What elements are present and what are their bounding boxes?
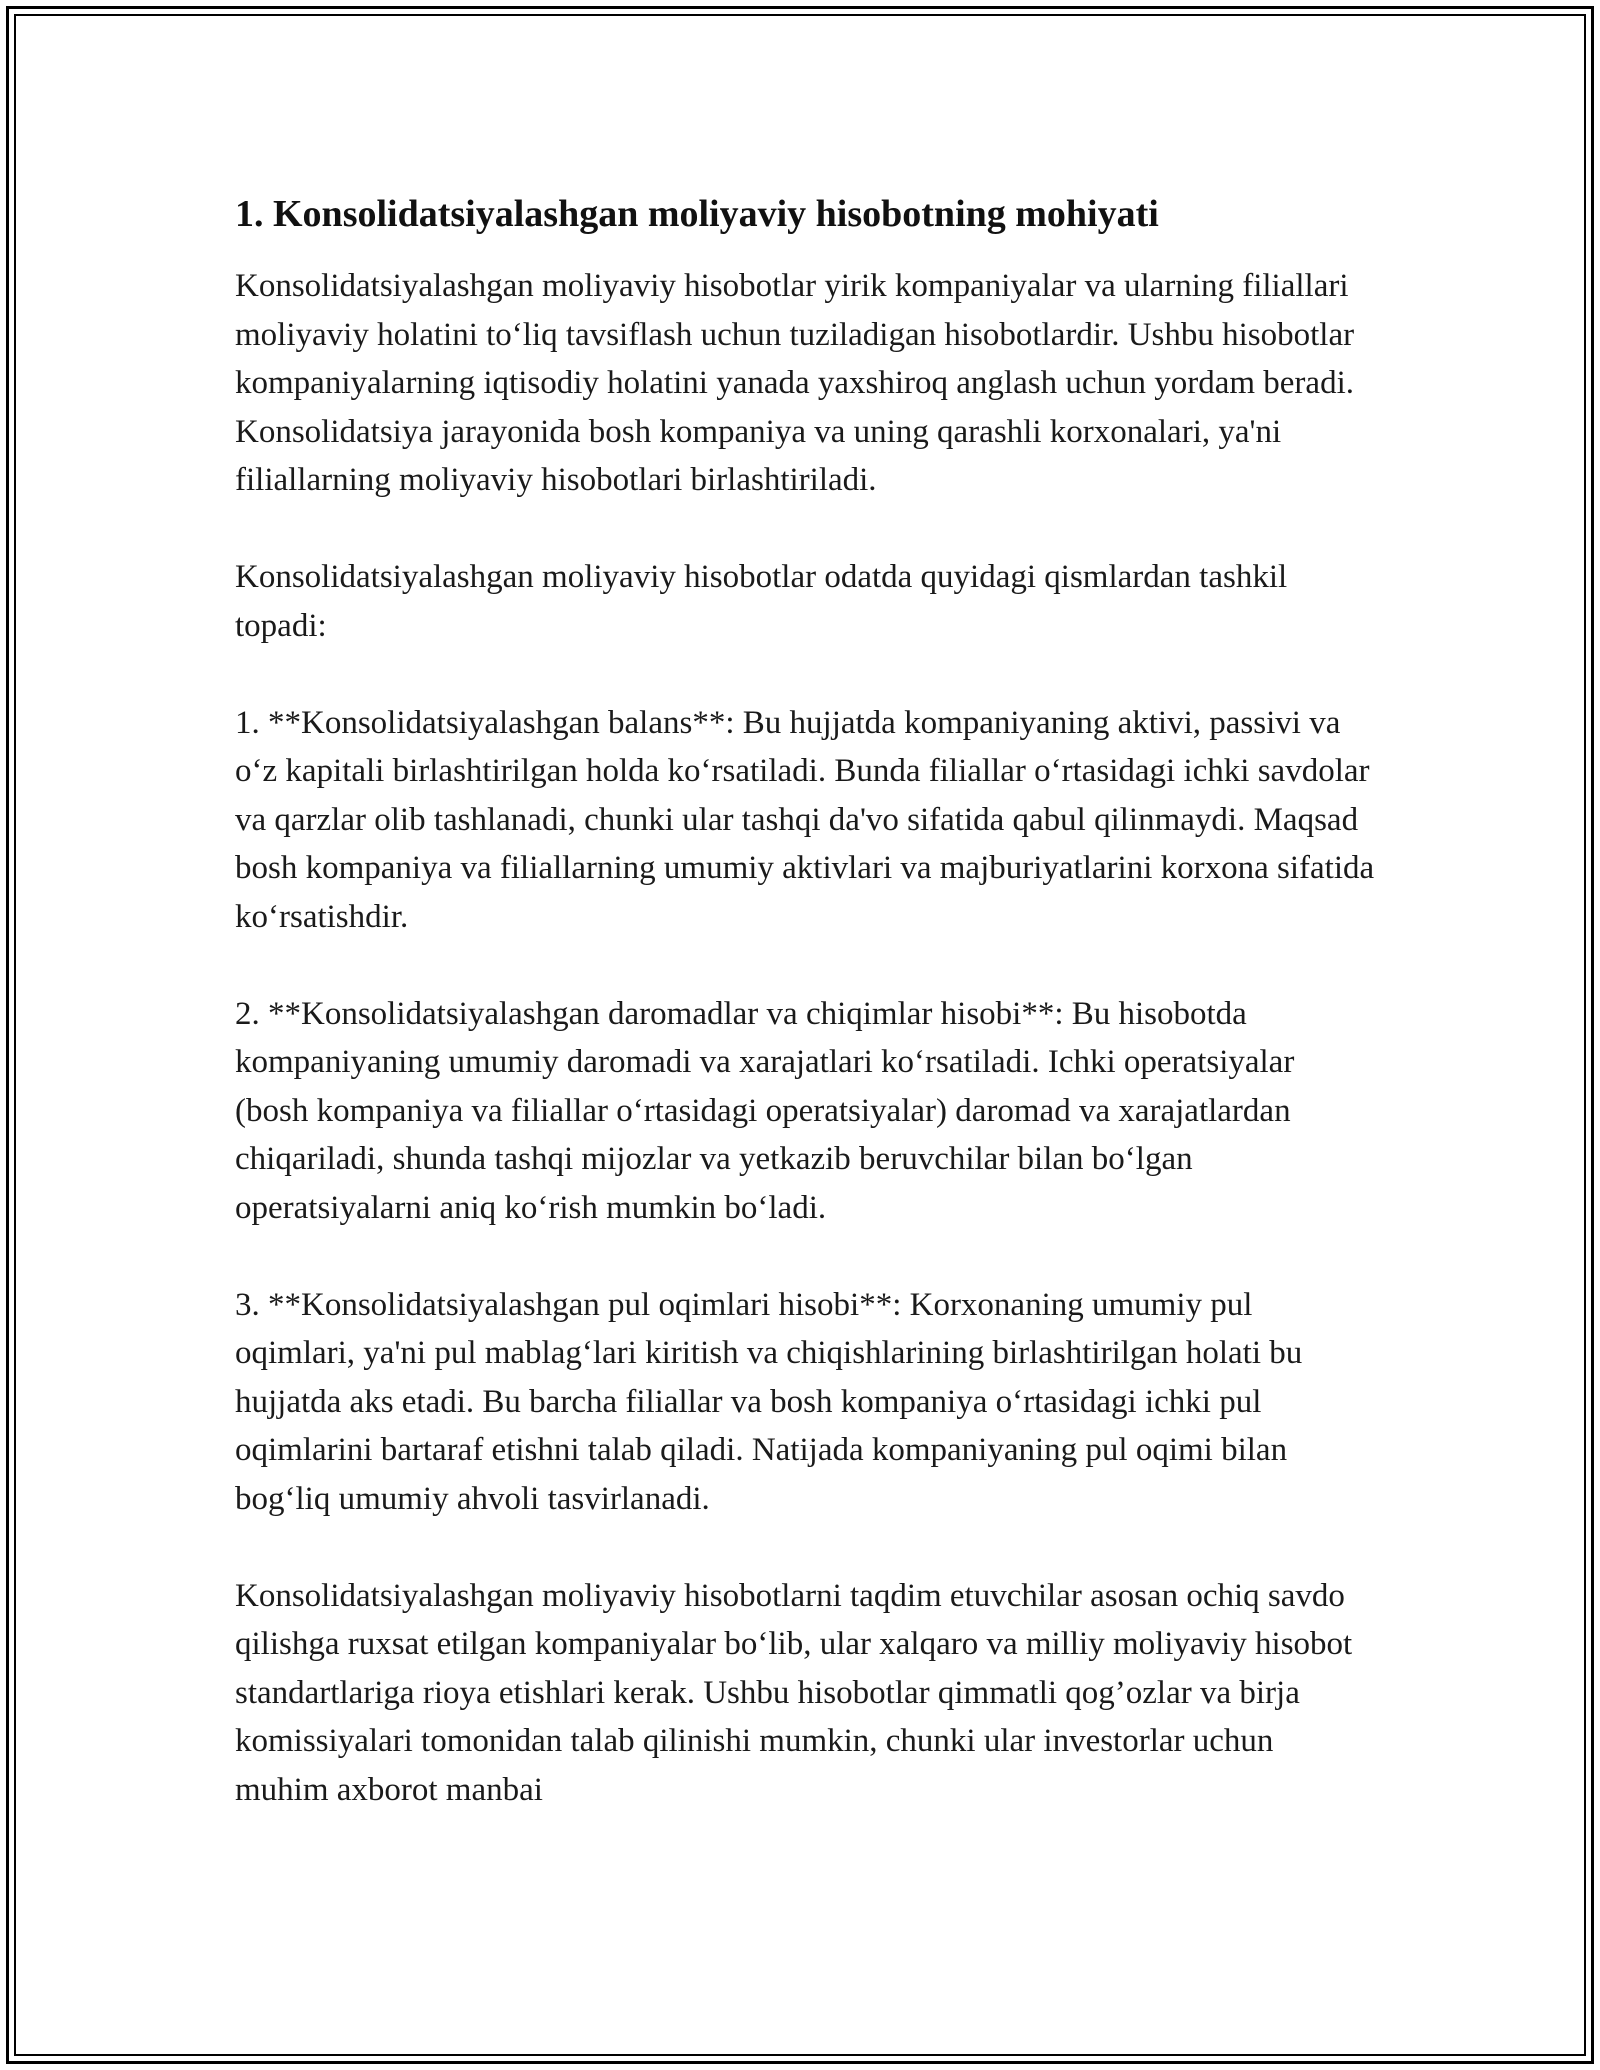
paragraph-closing: Konsolidatsiyalashgan moliyaviy hisobotlarni taqdim etuvchilar asosan ochiq savdo qilishga ruxsat etilgan kompaniyalar bo‘lib, ular xalqaro va milliy moliyaviy hisobot standartlariga rioya etishlari kerak. Ushbu hisobotlar qimmatli qog’ozlar va birja komissiyalari tomonidan talab qilinishi mumkin, chunki ular investorlar uchun muhim axborot manbai — [235, 1577, 1353, 1808]
document-body — [235, 190, 1375, 1863]
paragraph-item-income: 2. **Konsolidatsiyalashgan daromadlar va chiqimlar hisobi**: Bu hisobotda kompaniyaning umumiy daromadi va xarajatlari ko‘rsatiladi. Ichki operatsiyalar (bosh kompaniya va filiallar o‘rtasidagi operatsiyalar) daromad va xarajatlardan chiqariladi, shunda tashqi mijozlar va yetkazib beruvchilar bilan bo‘lgan operatsiyalarni aniq ko‘rish mumkin bo‘ladi. — [235, 995, 1295, 1226]
paragraph-intro: Konsolidatsiyalashgan moliyaviy hisobotlar yirik kompaniyalar va ularning filiallari moliyaviy holatini to‘liq tavsiflash uchun tuziladigan hisobotlardir. Ushbu hisobotlar kompaniyalarning iqtisodiy holatini yanada yaxshiroq anglash uchun yordam beradi. Konsolidatsiya jarayonida bosh kompaniya va uning qarashli korxonalari, ya'ni filiallarning moliyaviy hisobotlari birlashtiriladi. — [235, 268, 1355, 498]
paragraph-item-cashflow: 3. **Konsolidatsiyalashgan pul oqimlari hisobi**: Korxonaning umumiy pul oqimlari, ya'ni pul mablag‘lari kiritish va chiqishlarining birlashtirilgan holati bu hujjatda aks etadi. Bu barcha filiallar va bosh kompaniya o‘rtasidagi ichki pul oqimlarini bartaraf etishni talab qiladi. Natijada kompaniyaning pul oqimi bilan bog‘liq umumiy ahvoli tasvirlanadi. — [235, 1286, 1303, 1517]
paragraph-parts-lead: Konsolidatsiyalashgan moliyaviy hisobotlar odatda quyidagi qismlardan tashkil topadi: — [235, 559, 1288, 644]
paragraph-item-balance: 1. **Konsolidatsiyalashgan balans**: Bu hujjatda kompaniyaning aktivi, passivi va o‘z kapitali birlashtirilgan holda ko‘rsatiladi. Bunda filiallar o‘rtasidagi ichki savdolar va qarzlar olib tashlanadi, chunki ular tashqi da'vo sifatida qabul qilinmaydi. Maqsad bosh kompaniya va filiallarning umumiy aktivlari va majburiyatlarini korxona sifatida ko‘rsatishdir. — [235, 704, 1375, 935]
page-title: 1. Konsolidatsiyalashgan moliyaviy hisobotning mohiyati — [235, 193, 1159, 235]
